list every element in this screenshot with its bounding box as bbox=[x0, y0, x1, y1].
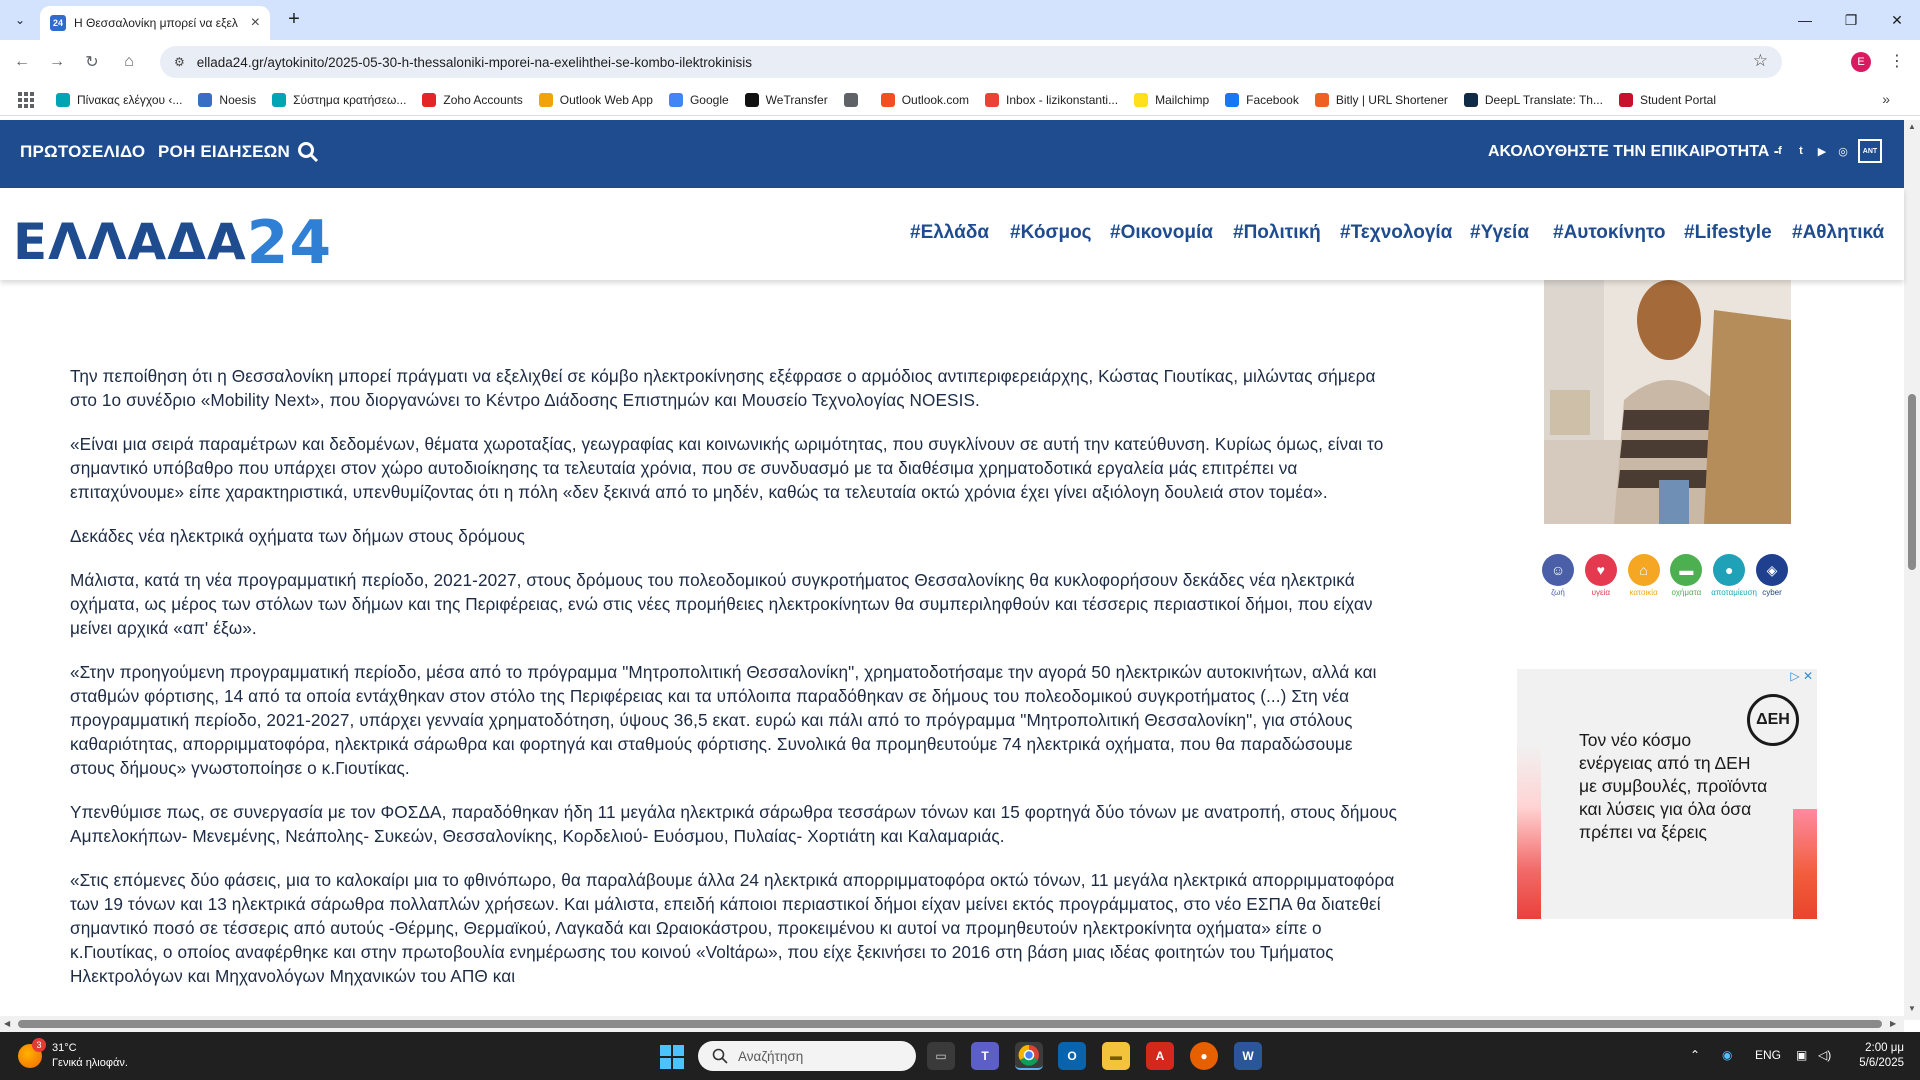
scroll-up-icon[interactable]: ▲ bbox=[1908, 122, 1916, 131]
weather-widget[interactable] bbox=[18, 1041, 128, 1071]
bookmark-item[interactable] bbox=[745, 93, 828, 107]
bookmark-item[interactable] bbox=[1619, 93, 1716, 107]
article-paragraph: «Στις επόμενες δύο φάσεις, μια το καλοκαίρι μια το φθινόπωρο, θα παραλάβουμε άλλα 24 ηλεκτρικά απορριμματοφόρα οκτώ τόνων, 11 μεγάλα ηλεκτρικά απορριμματοφόρα των 19 τόνων και 13 ηλεκτρικά σάρωθρα πολλαπλών χρήσεων. Και μάλιστα, επειδή κάποιοι περιαστικοί δήμοι είχαν μείνει εκτός προγράμματος, στο νέο ΕΣΠΑ θα διατεθεί σημαντικό ποσό σε τέσσερις από αυτούς -Θέρμης, Θερμαϊκού, Λαγκαδά και Ωραιοκάστρου, προκειμένου κι αυτοί να προμηθευτούν ηλεκτροκίνητα οχήματα» είπε ο κ.Γιουτίκας, ο οποίος αναφέρθηκε και στην πρωτοβουλία ενημέρωσης του κοινού «Voltάρω», που είχε ξεκινήσει το 2016 στη βάση μιας ιδέας φοιτητών του Τμήματος Ηλεκτρολόγων και Μηχανολόγων Μηχανικών του ΑΠΘ και bbox=[70, 870, 1395, 986]
bookmark-label: Zoho Accounts bbox=[443, 92, 523, 107]
volume-icon[interactable]: ◁) bbox=[1818, 1048, 1832, 1062]
house-icon: ⌂ bbox=[1628, 554, 1660, 586]
bookmark-item[interactable] bbox=[881, 93, 969, 107]
bookmark-item[interactable] bbox=[844, 93, 865, 107]
category-icon-item[interactable] bbox=[1540, 554, 1576, 602]
chrome-icon[interactable] bbox=[1015, 1042, 1043, 1070]
bookmark-label: Mailchimp bbox=[1155, 92, 1210, 107]
address-bar[interactable] bbox=[160, 46, 1782, 78]
url-text[interactable]: ellada24.gr/aytokinito/2025-05-30-h-thessaloniki-mporei-na-exelihthei-se-kombo-ilektrokinisis bbox=[196, 54, 753, 70]
tab-title: Η Θεσσαλονίκη μπορεί να εξελ bbox=[74, 16, 238, 30]
bookmark-label: Outlook.com bbox=[901, 92, 970, 107]
dashboard-icon bbox=[56, 93, 70, 107]
bookmark-label: Google bbox=[689, 92, 729, 107]
sun-weather-icon bbox=[18, 1040, 42, 1068]
owa-icon bbox=[539, 93, 553, 107]
weather-description: Γενικά ηλιοφάν. bbox=[52, 1057, 128, 1069]
bookmark-item[interactable] bbox=[1315, 93, 1448, 107]
search-icon[interactable] bbox=[297, 141, 319, 163]
bookmark-label: Facebook bbox=[1246, 92, 1299, 107]
site-logo[interactable] bbox=[13, 204, 333, 278]
category-icon-item[interactable] bbox=[1711, 554, 1757, 602]
windows-start-icon[interactable] bbox=[660, 1045, 684, 1069]
category-icon-item[interactable] bbox=[1583, 554, 1619, 602]
forward-arrow-icon[interactable]: → bbox=[49, 53, 65, 70]
category-icon-label: υγεία bbox=[1591, 588, 1610, 597]
category-nav-link[interactable]: #Αθλητικά bbox=[1792, 222, 1885, 243]
heart-icon: ♥ bbox=[1585, 554, 1617, 586]
tab-search-chevron-icon[interactable]: ⌄ bbox=[14, 13, 26, 27]
horizontal-scrollbar[interactable] bbox=[0, 1016, 1904, 1032]
clock-time: 2:00 μμ bbox=[1865, 1042, 1904, 1054]
news-badge-icon[interactable]: ANT bbox=[1858, 139, 1882, 163]
word-icon[interactable]: W bbox=[1234, 1042, 1262, 1070]
facebook-icon bbox=[1225, 93, 1239, 107]
reload-icon[interactable]: ↻ bbox=[85, 54, 99, 71]
back-arrow-icon[interactable]: ← bbox=[14, 53, 30, 70]
bookmark-label: WeTransfer bbox=[765, 92, 828, 107]
mailchimp-icon bbox=[1134, 93, 1148, 107]
shield-icon: ◈ bbox=[1756, 554, 1788, 586]
bookmarks-bar bbox=[0, 84, 1920, 116]
category-nav-link[interactable]: #Ελλάδα bbox=[910, 222, 990, 243]
instagram-icon[interactable]: ◎ bbox=[1838, 145, 1848, 158]
category-icon-item[interactable] bbox=[1754, 554, 1790, 602]
article-paragraph: Υπενθύμισε πως, σε συνεργασία με τον ΦΟΣΔΑ, παραδόθηκαν ήδη 11 μεγάλα ηλεκτρικά σάρωθρα τεσσάρων τόνων και 15 φορτηγά δύο τόνων με ανατροπή, στους δήμους Αμπελοκήπων- Μενεμένης, Νεάπολης- Συκεών, Θεσσαλονίκης, Κορδελιού- Ευόσμου, Πυλαίας- Χορτιάτη και Καλαμαριάς. bbox=[70, 802, 1398, 846]
ad-decoration-right bbox=[1793, 809, 1817, 919]
scroll-right-icon[interactable]: ▶ bbox=[1890, 1019, 1897, 1028]
category-icon-label: ζωή bbox=[1551, 588, 1565, 597]
bookmark-label: Πίνακας ελέγχου ‹... bbox=[77, 92, 183, 107]
article-paragraph: «Στην προηγούμενη προγραμματική περίοδο, μέσα από το πρόγραμμα "Μητροπολιτική Θεσσαλονίκη", χρηματοδοτήσαμε την αγορά 50 ηλεκτρικών αυτοκινήτων, αλλά και σταθμών φόρτισης, 14 από τα οποία εντάχθηκαν στον στόλο της Περιφέρειας και τα υπόλοιπα παραδόθηκαν σε δήμους του πολεοδομικού συγκροτήματος (...) Στη νέα προγραμματική περίοδο, 2021-2027, υπάρχει γενναία χρηματοδότηση, ύψους 36,5 εκατ. ευρώ και πάλι από το πρόγραμμα "Μητροπολιτική Θεσσαλονίκη", για στόλους καθαριότητας, απορριμματοφόρα, ηλεκτρικά σάρωθρα και φορτηγά και σταθμούς φόρτισης. Συνολικά θα προμηθευτούμε 74 ηλεκτρικά οχήματα, που θα παραδώσουμε στους δήμους» γνωστοποίησε ο κ.Γιουτίκας. bbox=[70, 662, 1377, 778]
category-icon-label: οχήματα bbox=[1671, 588, 1702, 597]
insurance-category-icons bbox=[1540, 554, 1790, 602]
ad-decoration-left bbox=[1517, 669, 1541, 919]
outlook-icon[interactable]: O bbox=[1058, 1042, 1086, 1070]
search-icon bbox=[712, 1048, 728, 1064]
ad-text: Τον νέο κόσμο ενέργειας από τη ΔΕΗ με συμβουλές, προϊόντα και λύσεις για όλα όσα πρέπει να ξέρεις bbox=[1579, 730, 1768, 842]
scroll-left-icon[interactable]: ◀ bbox=[4, 1019, 11, 1028]
site-top-bar bbox=[0, 120, 1904, 188]
category-icon-label: cyber bbox=[1762, 588, 1782, 597]
tray-overflow-chevron-icon[interactable]: ⌃ bbox=[1690, 1048, 1701, 1062]
bookmark-label: Inbox - lizikonstanti... bbox=[1006, 92, 1119, 107]
bookmark-item[interactable] bbox=[1134, 93, 1209, 107]
piggy-icon: ● bbox=[1713, 554, 1745, 586]
nav-news-feed-link[interactable]: ΡΟΗ ΕΙΔΗΣΕΩΝ bbox=[158, 142, 290, 161]
student-portal-icon bbox=[1619, 93, 1633, 107]
article-paragraph: «Είναι μια σειρά παραμέτρων και δεδομένων, θέματα χωροταξίας, γεωγραφίας και κοινωνικής ωριμότητας, που συγκλίνουν σε αυτή την κατεύθυνση. Κυρίως όμως, είναι το σημαντικό υπόβαθρο που υπάρχει στον χώρο αυτοδιοίκησης τα τελευταία χρόνια, που σε συνδυασμό με τα διαθέσιμα χρηματοδοτικά εργαλεία μάς επιτρέπει να επιταχύνουμε» είπε χαρακτηριστικά, υπενθυμίζοντας ότι η πόλη «δεν ξεκινά από το μηδέν, καθώς τα τελευταία οκτώ χρόνια έχει γίνει αξιόλογη δουλειά στον τομέα». bbox=[70, 434, 1384, 502]
deepl-icon bbox=[1464, 93, 1478, 107]
category-icon-item[interactable] bbox=[1668, 554, 1704, 602]
restore-icon[interactable]: ❐ bbox=[1844, 11, 1858, 28]
system-clock[interactable] bbox=[1850, 1041, 1904, 1071]
network-icon[interactable]: ▣ bbox=[1796, 1048, 1808, 1062]
car-icon: ▬ bbox=[1670, 554, 1702, 586]
bookmark-star-icon[interactable]: ☆ bbox=[1752, 51, 1768, 70]
twitter-icon[interactable]: t bbox=[1799, 145, 1803, 157]
bookmark-item[interactable] bbox=[198, 93, 256, 107]
wetransfer-icon bbox=[745, 93, 759, 107]
category-nav-link[interactable]: #Τεχνολογία bbox=[1340, 222, 1453, 243]
category-icon-item[interactable] bbox=[1626, 554, 1662, 602]
category-icon-label: αποταμίευση bbox=[1711, 588, 1757, 597]
firefox-icon[interactable]: ● bbox=[1190, 1042, 1218, 1070]
follow-label: ΑΚΟΛΟΥΘΗΣΤΕ ΤΗΝ ΕΠΙΚΑΙΡΟΤΗΤΑ - bbox=[1488, 143, 1780, 160]
vertical-scrollbar[interactable] bbox=[1904, 120, 1920, 1020]
article-body bbox=[70, 364, 1400, 1008]
browser-tab-active[interactable] bbox=[40, 6, 270, 40]
kebab-menu-icon[interactable]: ⋮ bbox=[1889, 53, 1905, 70]
microsoft-icon bbox=[881, 93, 895, 107]
minimize-icon[interactable]: — bbox=[1798, 12, 1812, 28]
close-window-icon[interactable]: ✕ bbox=[1891, 11, 1903, 28]
booking-icon bbox=[272, 93, 286, 107]
youtube-icon[interactable]: ▶ bbox=[1817, 145, 1827, 158]
gmail-icon bbox=[985, 93, 999, 107]
bookmark-item[interactable] bbox=[1225, 93, 1299, 107]
profile-avatar[interactable]: E bbox=[1851, 52, 1871, 72]
bookmark-item[interactable] bbox=[669, 93, 729, 107]
category-icon-label: κατοικία bbox=[1629, 588, 1658, 597]
clock-date: 5/6/2025 bbox=[1859, 1057, 1904, 1069]
site-header bbox=[0, 188, 1904, 280]
browser-toolbar bbox=[0, 40, 1920, 84]
browser-tab-strip bbox=[0, 0, 1920, 40]
bookmark-item[interactable] bbox=[56, 93, 182, 107]
bookmark-label: Outlook Web App bbox=[559, 92, 653, 107]
acrobat-icon[interactable]: A bbox=[1146, 1042, 1174, 1070]
ad-choices-icon[interactable]: ▷ ✕ bbox=[1790, 669, 1813, 683]
security-tray-icon[interactable]: ◉ bbox=[1722, 1048, 1733, 1062]
bookmark-label: Student Portal bbox=[1639, 92, 1717, 107]
bitly-icon bbox=[1315, 93, 1329, 107]
horizontal-scroll-thumb[interactable] bbox=[18, 1020, 1882, 1028]
bookmark-item[interactable] bbox=[539, 93, 653, 107]
teams-icon[interactable]: T bbox=[971, 1042, 999, 1070]
file-explorer-icon[interactable]: ▬ bbox=[1102, 1042, 1130, 1070]
google-icon bbox=[669, 93, 683, 107]
new-tab-plus-icon[interactable]: + bbox=[288, 8, 300, 30]
site-info-icon[interactable]: ⚙ bbox=[174, 55, 185, 69]
person-icon: ☺ bbox=[1542, 554, 1574, 586]
category-nav-link[interactable]: #Υγεία bbox=[1470, 222, 1530, 243]
window-controls bbox=[1782, 0, 1920, 40]
advertisement-banner[interactable] bbox=[1517, 669, 1817, 919]
bookmark-label: Noesis bbox=[219, 92, 257, 107]
weather-badge: 3 bbox=[32, 1038, 46, 1052]
logo-text: ΕΛΛΑΔΑ bbox=[13, 213, 247, 271]
bookmark-label: Bitly | URL Shortener bbox=[1335, 92, 1448, 107]
category-nav-link[interactable]: #Κόσμος bbox=[1010, 222, 1092, 243]
zoho-icon bbox=[422, 93, 436, 107]
category-nav-link[interactable]: #Πολιτική bbox=[1233, 222, 1321, 243]
sidebar-photo[interactable] bbox=[1544, 280, 1791, 524]
site-favicon-icon: 24 bbox=[50, 15, 66, 31]
windows-taskbar bbox=[0, 1032, 1920, 1080]
language-indicator[interactable]: ENG bbox=[1755, 1048, 1782, 1062]
weather-temperature: 31°C bbox=[52, 1042, 77, 1054]
scroll-down-icon[interactable]: ▼ bbox=[1908, 1004, 1916, 1013]
task-view-icon[interactable]: ▭ bbox=[927, 1042, 955, 1070]
taskbar-search-box[interactable] bbox=[698, 1041, 916, 1071]
article-paragraph: Μάλιστα, κατά τη νέα προγραμματική περίοδο, 2021-2027, στους δρόμους του πολεοδομικού συγκροτήματος Θεσσαλονίκης θα κυκλοφορήσουν δεκάδες νέα ηλεκτρικά οχήματα, ως μέρος των στόλων των δήμων και της Περιφέρειας, ενώ στις νέες προμήθειες ηλεκτροκίνητων θα συμπεριληφθούν και τέσσερις περιαστικοί δήμοι, που είχαν μείνει αρχικά «απ' έξω». bbox=[70, 570, 1373, 638]
facebook-icon[interactable]: f bbox=[1778, 145, 1782, 157]
bookmark-item[interactable] bbox=[1464, 93, 1603, 107]
logo-number: 24 bbox=[246, 208, 333, 278]
bookmarks-overflow-icon[interactable]: » bbox=[1882, 91, 1890, 107]
article-paragraph: Την πεποίθηση ότι η Θεσσαλονίκη μπορεί πράγματι να εξελιχθεί σε κόμβο ηλεκτροκίνησης εξέφρασε ο αρμόδιος αντιπεριφερειάρχης, Κώστας Γιουτίκας, μιλώντας σήμερα στο 1ο συνέδριο «Mobility Next», που διοργανώνει το Κέντρο Διάδοσης Επιστημών και Μουσείο Τεχνολογίας NOESIS. bbox=[70, 366, 1376, 410]
nav-home-link[interactable]: ΠΡΩΤΟΣΕΛΙΔΟ bbox=[20, 142, 146, 161]
tab-close-icon[interactable]: × bbox=[250, 14, 260, 31]
bookmark-item[interactable] bbox=[985, 93, 1118, 107]
bookmark-item[interactable] bbox=[272, 93, 406, 107]
noesis-icon bbox=[198, 93, 212, 107]
couple-photo-image bbox=[1544, 280, 1791, 524]
bookmark-label: DeepL Translate: Th... bbox=[1484, 92, 1603, 107]
dei-logo: ΔΕΗ bbox=[1747, 694, 1799, 746]
category-nav-link[interactable]: #Αυτοκίνητο bbox=[1553, 222, 1666, 243]
globe-icon bbox=[844, 93, 858, 107]
category-nav-link[interactable]: #Lifestyle bbox=[1684, 222, 1772, 243]
category-nav-link[interactable]: #Οικονομία bbox=[1110, 222, 1213, 243]
taskbar-search-placeholder: Αναζήτηση bbox=[738, 1048, 804, 1064]
apps-grid-icon[interactable] bbox=[18, 92, 34, 108]
home-icon[interactable]: ⌂ bbox=[124, 53, 134, 70]
bookmark-item[interactable] bbox=[422, 93, 522, 107]
bookmark-label: Σύστημα κρατήσεω... bbox=[293, 92, 407, 107]
vertical-scroll-thumb[interactable] bbox=[1908, 394, 1916, 570]
article-subheading: Δεκάδες νέα ηλεκτρικά οχήματα των δήμων στους δρόμους bbox=[70, 526, 526, 546]
